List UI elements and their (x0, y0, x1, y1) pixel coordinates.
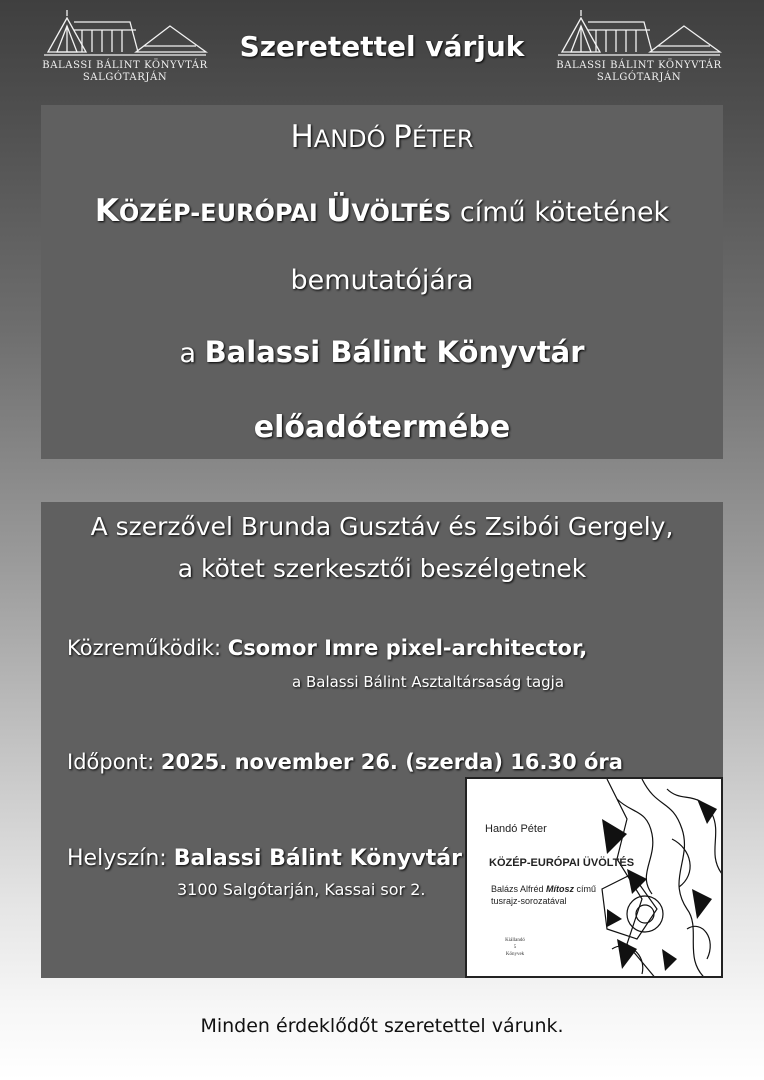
book-suffix: című kötetének (451, 197, 670, 228)
book-title-line (41, 193, 723, 229)
library-line: a Balassi Bálint Könyvtár (179, 335, 585, 369)
author-name: HANDÓ PÉTER (290, 119, 474, 155)
book-cover-image (465, 777, 723, 978)
logo-text-line2: SALGÓTARJÁN (596, 72, 682, 83)
contributor-label: Közreműködik: (67, 636, 228, 660)
logo-text-line1: BALASSI BÁLINT KÖNYVTÁR (42, 60, 208, 71)
invitation-panel (41, 105, 723, 459)
venue-room: előadótermébe (253, 410, 511, 445)
contributor-role: a Balassi Bálint Asztaltársaság tagja (292, 673, 565, 691)
logo-text-line2: SALGÓTARJÁN (82, 72, 168, 83)
time-value: 2025. november 26. (szerda) 16.30 óra (160, 750, 623, 774)
publisher-stamp-icon: Kiállandó 5 Könyvek (505, 938, 525, 957)
conversation-line1: A szerzővel Brunda Gusztáv és Zsibói Gergely, (90, 512, 674, 541)
library-building-logo-icon (554, 8, 724, 60)
footer-text: Minden érdeklődőt szeretettel várunk. (200, 1015, 564, 1037)
library-logo-right (554, 8, 724, 84)
contributor-line (67, 636, 587, 660)
cover-title: KÖZÉP-EURÓPAI ÜVÖLTÉS (489, 857, 635, 869)
logo-text-line1: BALASSI BÁLINT KÖNYVTÁR (556, 60, 722, 71)
library-name: Balassi Bálint Könyvtár (204, 335, 585, 369)
time-line (67, 750, 623, 774)
place-value: Balassi Bálint Könyvtár (173, 846, 462, 871)
place-label: Helyszín: (67, 846, 174, 871)
book-title: KÖZÉP-EURÓPAI ÜVÖLTÉS (94, 193, 452, 229)
time-label: Időpont: (67, 750, 161, 774)
page-heading: Szeretettel várjuk (239, 30, 525, 63)
cover-subtitle-line2: tusrajz-sorozatával (491, 896, 567, 906)
presentation-text: bemutatójára (290, 265, 474, 296)
place-line (67, 846, 462, 871)
conversation-line2: a kötet szerkesztői beszélgetnek (177, 554, 587, 583)
address: 3100 Salgótarján, Kassai sor 2. (177, 880, 426, 899)
cover-subtitle: Balázs Alfréd Mítosz című (491, 884, 597, 894)
contributor-name: Csomor Imre pixel-architector, (227, 636, 588, 660)
cover-author: Handó Péter (485, 823, 547, 835)
